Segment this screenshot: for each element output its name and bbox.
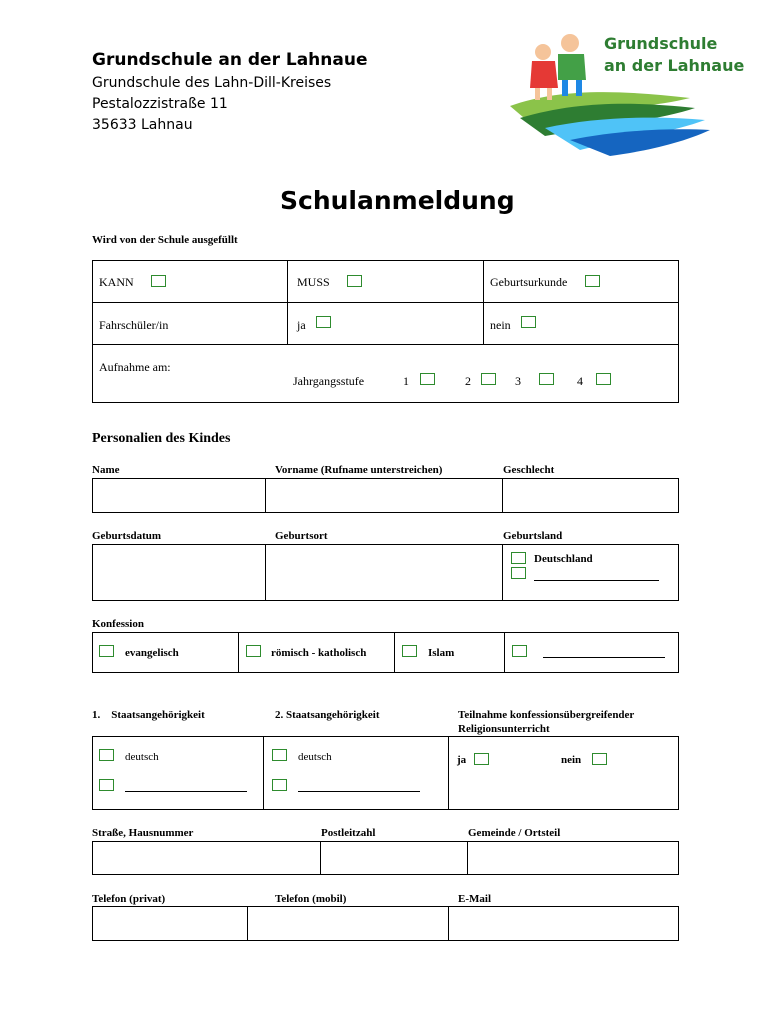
religion-ja-checkbox[interactable]: [474, 753, 489, 765]
geburtsdatum-label: Geburtsdatum: [92, 530, 162, 542]
muss-checkbox[interactable]: [347, 275, 362, 287]
other-country-checkbox[interactable]: [511, 567, 526, 579]
name-label: Name: [92, 464, 120, 476]
plz-label: Postleitzahl: [321, 827, 376, 839]
stufe-4-checkbox[interactable]: [596, 373, 611, 385]
gemeinde-label: Gemeinde / Ortsteil: [468, 827, 561, 839]
other-staat-2-checkbox[interactable]: [272, 779, 287, 791]
aufnahme-label: Aufnahme am:: [99, 360, 171, 374]
katholisch-label: römisch - katholisch: [271, 647, 367, 659]
staat-row: [92, 736, 679, 810]
evangelisch-label: evangelisch: [125, 647, 179, 659]
islam-checkbox[interactable]: [402, 645, 417, 657]
other-staat-2-field[interactable]: [298, 791, 420, 792]
stufe-1-label: 1: [403, 374, 409, 388]
geburtsland-label: Geburtsland: [503, 530, 563, 542]
religion-nein-checkbox[interactable]: [592, 753, 607, 765]
religion-ja-label: ja: [457, 754, 467, 766]
stufe-4-label: 4: [577, 374, 583, 388]
teilnahme-label-2: Religionsunterricht: [458, 723, 550, 735]
stufe-2-checkbox[interactable]: [481, 373, 496, 385]
deutsch-1-label: deutsch: [125, 751, 159, 763]
kann-label: KANN: [99, 275, 134, 289]
tel-mobil-label: Telefon (mobil): [275, 893, 347, 905]
stufe-2-label: 2: [465, 374, 471, 388]
other-konfession-field[interactable]: [543, 657, 665, 658]
deutsch-2-label: deutsch: [298, 751, 332, 763]
tel-privat-label: Telefon (privat): [92, 893, 166, 905]
staat-1-label: 1. Staatsangehörigkeit: [92, 709, 205, 721]
stufe-3-checkbox[interactable]: [539, 373, 554, 385]
plz-field[interactable]: [322, 843, 466, 873]
school-name: Grundschule an der Lahnaue: [92, 50, 368, 70]
address-line-3: 35633 Lahnau: [92, 117, 193, 133]
islam-label: Islam: [428, 647, 455, 659]
address-line-2: Pestalozzistraße 11: [92, 96, 228, 112]
tel-mobil-field[interactable]: [249, 908, 447, 939]
geschlecht-field[interactable]: [504, 480, 677, 511]
fahrschueler-label: Fahrschüler/in: [99, 318, 169, 332]
deutsch-1-checkbox[interactable]: [99, 749, 114, 761]
kann-checkbox[interactable]: [151, 275, 166, 287]
geburtsurkunde-label: Geburtsurkunde: [490, 275, 568, 289]
katholisch-checkbox[interactable]: [246, 645, 261, 657]
name-field[interactable]: [94, 480, 264, 511]
religion-nein-label: nein: [561, 754, 582, 766]
stufe-1-checkbox[interactable]: [420, 373, 435, 385]
strasse-field[interactable]: [94, 843, 319, 873]
geburtsdatum-field[interactable]: [94, 546, 264, 599]
tel-privat-field[interactable]: [94, 908, 246, 939]
fahr-ja-label: ja: [297, 318, 306, 332]
email-field[interactable]: [450, 908, 677, 939]
geschlecht-label: Geschlecht: [503, 464, 555, 476]
other-country-field[interactable]: [534, 580, 659, 581]
logo-text-line-2: an der Lahnaue: [604, 56, 745, 75]
page-title: Schulanmeldung: [280, 186, 515, 215]
deutschland-checkbox[interactable]: [511, 552, 526, 564]
school-use-label: Wird von der Schule ausgefüllt: [92, 234, 238, 246]
staat-2-label: 2. Staatsangehörigkeit: [275, 709, 380, 721]
email-label: E-Mail: [458, 893, 491, 905]
stufe-3-label: 3: [515, 374, 521, 388]
fahr-nein-checkbox[interactable]: [521, 316, 536, 328]
logo-text-line-1: Grundschule: [604, 34, 718, 53]
strasse-label: Straße, Hausnummer: [92, 827, 194, 839]
deutschland-label: Deutschland: [534, 553, 593, 565]
fahr-nein-label: nein: [490, 318, 511, 332]
konfession-row: [92, 632, 679, 673]
geburtsurkunde-checkbox[interactable]: [585, 275, 600, 287]
konfession-label: Konfession: [92, 618, 144, 630]
deutsch-2-checkbox[interactable]: [272, 749, 287, 761]
muss-label: MUSS: [297, 275, 330, 289]
geburtsort-label: Geburtsort: [275, 530, 328, 542]
teilnahme-label-1: Teilnahme konfessionsübergreifender: [458, 709, 635, 721]
gemeinde-field[interactable]: [469, 843, 677, 873]
other-staat-1-checkbox[interactable]: [99, 779, 114, 791]
fahr-ja-checkbox[interactable]: [316, 316, 331, 328]
vorname-field[interactable]: [267, 480, 501, 511]
vorname-label: Vorname (Rufname unterstreichen): [275, 464, 443, 476]
personalien-heading: Personalien des Kindes: [92, 431, 231, 446]
other-konfession-checkbox[interactable]: [512, 645, 527, 657]
jahrgangsstufe-label: Jahrgangsstufe: [293, 374, 365, 388]
geburtsort-field[interactable]: [267, 546, 501, 599]
evangelisch-checkbox[interactable]: [99, 645, 114, 657]
address-line-1: Grundschule des Lahn-Dill-Kreises: [92, 75, 332, 91]
other-staat-1-field[interactable]: [125, 791, 247, 792]
